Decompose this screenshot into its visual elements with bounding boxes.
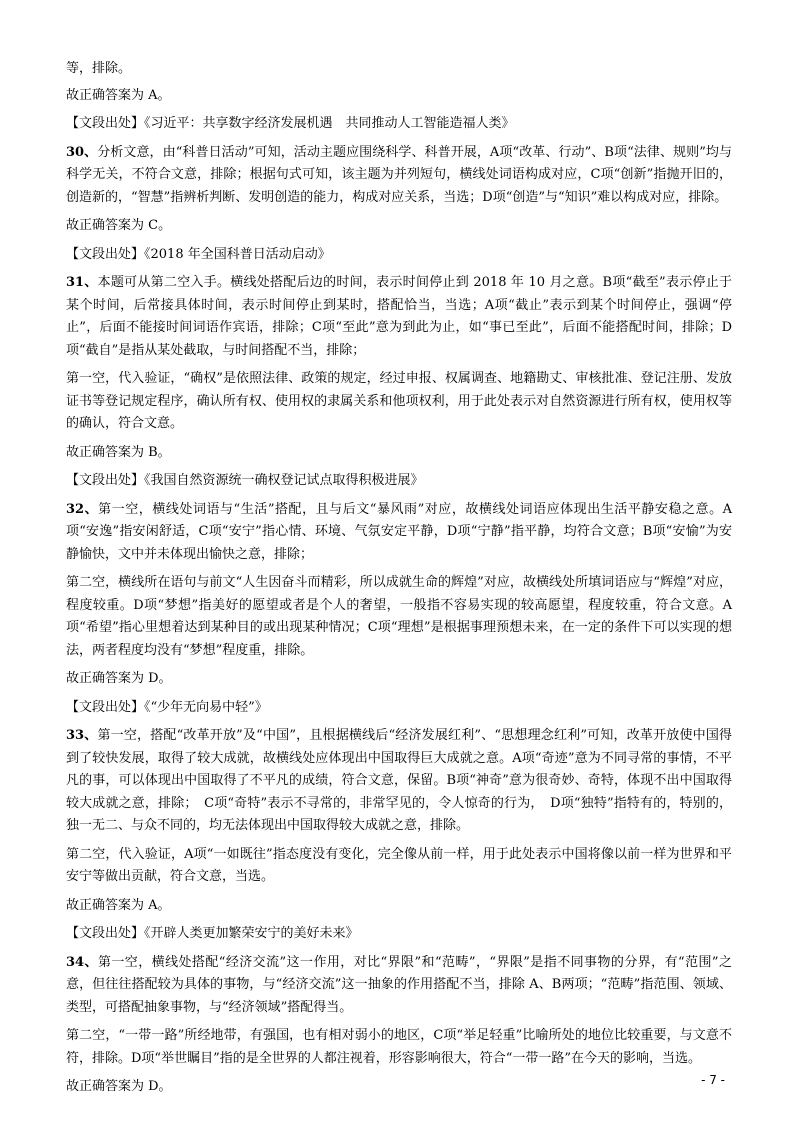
source-line: 【文段出处】《我国自然资源统一确权登记试点取得积极进展》 bbox=[66, 473, 424, 488]
document-body bbox=[66, 58, 732, 1105]
paragraph: 第二空，横线所在语句与前文“人生因奋斗而精彩，所以成就生命的辉煌”对应，故横线处所填词语应与“辉煌”对应，程度较重。D项“梦想”指美好的愿望或者是个人的奢望，一般指不容易实现的较高愿望，程度较重，符合文意。A项“希望”指心里想着达到某种目的或出现某种情况；C项“理想”是根据事理预想未来，在一定的条件下可以实现的想法，两者程度均没有“梦想”程度重，排除。 bbox=[66, 575, 732, 658]
answer-line: 故正确答案为 A。 bbox=[66, 897, 171, 913]
answer-line: 故正确答案为 B。 bbox=[66, 444, 171, 460]
source-line: 【文段出处】《开辟人类更加繁荣安宁的美好未来》 bbox=[66, 926, 359, 941]
question-34: 34、第一空，横线处搭配“经济交流”这一作用，对比“界限”和“范畴”，“界限”是指不同事物的分界，有“范围”之意，但往往搭配较为具体的事物，与“经济交流”这一抽象的作用搭配不当，排除 A、B两项；“范畴”指范围、领域、类型，可搭配抽象事物，与“经济领域”搭配得当。 bbox=[66, 954, 733, 1015]
page-number: - 7 - bbox=[701, 1073, 725, 1087]
question-number: 33、 bbox=[66, 728, 98, 743]
question-number: 32、 bbox=[66, 501, 99, 517]
paragraph: 第二空，代入验证，A项“一如既往”指态度没有变化，完全像从前一样，用于此处表示中国将像以前一样为世界和平安宁等做出贡献，符合文意，当选。 bbox=[66, 846, 732, 884]
answer-line: 故正确答案为 D。 bbox=[66, 671, 172, 686]
source-line: 【文段出处】《“少年无向易中轻”》 bbox=[66, 699, 268, 715]
paragraph: 第二空，“一带一路”所经地带，有强国，也有相对弱小的地区，C项“举足轻重”比喻所处的地位比较重要，与文意不符，排除。D项“举世瞩目”指的是全世界的人都注视着，形容影响很大，符合“一带一路”在今天的影响，当选。 bbox=[66, 1028, 732, 1066]
answer-line: 故正确答案为 A。 bbox=[66, 87, 171, 103]
answer-line: 故正确答案为 D。 bbox=[66, 1079, 172, 1094]
source-line: 【文段出处】《习近平：共享数字经济发展机遇 共同推动人工智能造福人类》 bbox=[66, 116, 515, 131]
question-31: 31、本题可从第二空入手。横线处搭配后边的时间，表示时间停止到 2018 年 10 月之意。B项“截至”表示停止于某个时间，后常接具体时间，表示时间停止到某时，搭配恰当，当选；A项“截止”表示到某个时间停止，强调“停止”，后面不能接时间词语作宾语，排除；C项“至此”意为到此为止，如“事已至此”，后面不能搭配时间，排除；D项“截自”是指从某处截取，与时间搭配不当，排除； bbox=[66, 275, 732, 358]
question-32: 32、第一空，横线处词语与“生活”搭配，且与后文“暴风雨”对应，故横线处词语应体现出生活平静安稳之意。A项“安逸”指安闲舒适，C项“安宁”指心情、环境、气氛安定平静，D项“宁静”指平静，均符合文意；B项“安愉”为安静愉快，文中并未体现出愉快之意，排除； bbox=[66, 501, 732, 562]
paragraph: 等，排除。 bbox=[66, 61, 132, 76]
question-30: 30、分析文意，由“科普日活动”可知，活动主题应围绕科学、科普开展，A项“改革、行动”、B项“法律、规则”均与科学无关，不符合文意，排除；根据句式可知，该主题为并列短句，横线处词语构成对应，C项“创新”指抛开旧的，创造新的，“智慧”指辨析判断、发明创造的能力，构成对应关系，当选；D项“创造”与“知识”难以构成对应，排除。 bbox=[66, 144, 732, 205]
source-line: 【文段出处】《2018 年全国科普日活动启动》 bbox=[66, 246, 331, 262]
question-number: 30、 bbox=[66, 144, 98, 160]
question-number: 34、 bbox=[66, 954, 98, 970]
question-33: 33、第一空，搭配“改革开放”及“中国”，且根据横线后“经济发展红利”、“思想理念红利”可知，改革开放使中国得到了较快发展，取得了较大成就，故横线处应体现出中国取得巨大成就之意。A项“奇迹”意为不同寻常的事情，不平凡的事，可以体现出中国取得了不平凡的成绩，符合文意，保留。B项“神奇”意为很奇妙、奇特，体现不出中国取得较大成就之意，排除； C项“奇特”表示不寻常的，非常罕见的，令人惊奇的行为， D项“独特”指特有的，特别的，独一无二、与众不同的，均无法体现出中国取得较大成就之意，排除。 bbox=[66, 728, 733, 833]
question-number: 31、 bbox=[66, 275, 98, 290]
answer-line: 故正确答案为 C。 bbox=[66, 218, 172, 233]
paragraph: 第一空，代入验证，“确权”是依照法律、政策的规定，经过申报、权属调查、地籍勘丈、审核批准、登记注册、发放证书等登记规定程序，确认所有权、使用权的隶属关系和他项权利，用于此处表示对自然资源进行所有权，使用权等的确认，符合文意。 bbox=[66, 371, 732, 431]
